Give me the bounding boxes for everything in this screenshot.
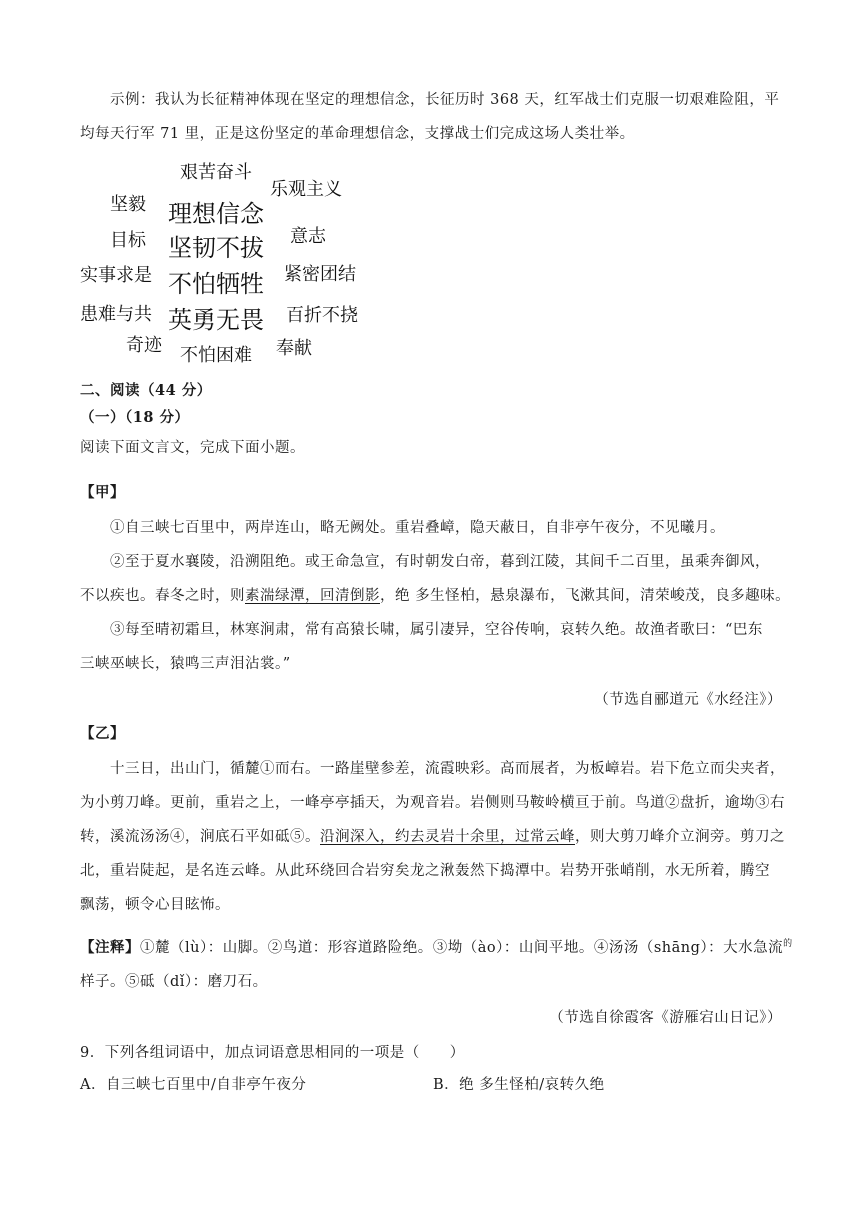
passage-jia-label: 【甲】 bbox=[80, 484, 125, 501]
passage-yi-line-2: 为小剪刀峰。更前，重岩之上，一峰亭亭插天，为观音岩。岩侧则马鞍岭横亘于前。鸟道②盘折，逾坳③右 bbox=[80, 795, 785, 811]
question-stem: 9．下列各组词语中，加点词语意思相同的一项是（ ） bbox=[80, 1045, 465, 1061]
annotation-line-2: 样子。⑤砥（dǐ）：磨刀石。 bbox=[80, 974, 268, 990]
word-cloud-term: 不怕困难 bbox=[180, 345, 252, 366]
word-cloud-term: 百折不挠 bbox=[286, 305, 358, 326]
word-cloud-term: 不怕牺牲 bbox=[168, 270, 264, 298]
word-cloud-term: 乐观主义 bbox=[270, 179, 342, 200]
section-heading: 二、阅读（44 分） bbox=[80, 382, 212, 399]
underlined-sentence: 沿涧深入，约去灵岩十余里，过常云峰 bbox=[320, 829, 575, 845]
passage-yi-source: （节选自徐霞客《游雁宕山日记》） bbox=[549, 1010, 782, 1026]
passage-jia-source: （节选自郦道元《水经注》） bbox=[594, 692, 782, 708]
passage-jia-paragraph-1: ①自三峡七百里中，两岸连山，略无阙处。重岩叠嶂，隐天蔽日，自非亭午夜分，不见曦月。 bbox=[110, 520, 725, 536]
word-cloud-term: 奇迹 bbox=[126, 335, 162, 356]
underlined-sentence: 素湍绿潭，回清倒影 bbox=[245, 588, 380, 604]
example-line-2: 均每天行军 71 里，正是这份坚定的革命理想信念，支撑战士们完成这场人类壮举。 bbox=[80, 126, 635, 142]
passage-jia-paragraph-3: ③每至晴初霜旦，林寒涧肃，常有高猿长啸，属引凄异，空谷传响，哀转久绝。故渔者歌曰：“巴东 bbox=[110, 622, 763, 638]
word-cloud-term: 紧密团结 bbox=[284, 264, 356, 285]
word-cloud-term: 坚毅 bbox=[110, 194, 146, 215]
word-cloud-term: 理想信念 bbox=[168, 200, 264, 228]
reading-instruction: 阅读下面文言文，完成下面小题。 bbox=[80, 440, 305, 456]
annotation-line-1: 【注释】①麓（lù）：山脚。②鸟道：形容道路险绝。③坳（ào）：山间平地。④汤汤（shāng）：大水急流$^的$ bbox=[80, 939, 793, 956]
word-cloud-term: 奉献 bbox=[276, 338, 312, 359]
passage-jia-paragraph-2: ②至于夏水襄陵，沿溯阻绝。或王命急宣，有时朝发白帝，暮到江陵，其间千二百里，虽乘奔御风， bbox=[110, 554, 770, 570]
passage-jia-paragraph-3-cont: 三峡巫峡长，猿鸣三声泪沾裳。” bbox=[80, 656, 291, 672]
example-line-1: 示例：我认为长征精神体现在坚定的理想信念，长征历时 368 天，红军战士们克服一切艰难险阻，平 bbox=[110, 92, 780, 108]
subsection-heading: （一）（18 分） bbox=[80, 409, 190, 426]
word-cloud-term: 艰苦奋斗 bbox=[180, 162, 252, 183]
word-cloud-term: 坚韧不拔 bbox=[168, 234, 264, 262]
word-cloud-term: 英勇无畏 bbox=[168, 306, 264, 334]
passage-jia-paragraph-2-cont: 不以疾也。春冬之时，则素湍绿潭，回清倒影，绝 多生怪柏，悬泉瀑布，飞漱其间，清荣峻茂，良多趣味。 bbox=[80, 588, 791, 604]
passage-yi-line-3: 转，溪流汤汤④，涧底石平如砥⑤。沿涧深入，约去灵岩十余里，过常云峰，则大剪刀峰介立涧旁。剪刀之 bbox=[80, 829, 785, 845]
word-cloud-term: 实事求是 bbox=[80, 265, 152, 286]
passage-yi-line-5: 飘荡，顿令心目眩怖。 bbox=[80, 897, 230, 913]
passage-yi-line-4: 北，重岩陡起，是名连云峰。从此环绕回合岩穷矣龙之湫轰然下捣潭中。岩势开张峭削，水无所着，腾空 bbox=[80, 863, 770, 879]
option-a: A．自三峡七百里中/自非亭午夜分 bbox=[80, 1077, 307, 1093]
word-cloud-term: 意志 bbox=[290, 226, 326, 247]
word-cloud-term: 患难与共 bbox=[80, 304, 152, 325]
passage-yi-line-1: 十三日，出山门，循麓①而右。一路崖壁参差，流霞映彩。高而展者，为板嶂岩。岩下危立而尖夹者， bbox=[110, 761, 785, 777]
option-b: B．绝 多生怪柏/哀转久绝 bbox=[433, 1077, 605, 1093]
passage-yi-label: 【乙】 bbox=[80, 725, 125, 742]
word-cloud-term: 目标 bbox=[110, 230, 146, 251]
